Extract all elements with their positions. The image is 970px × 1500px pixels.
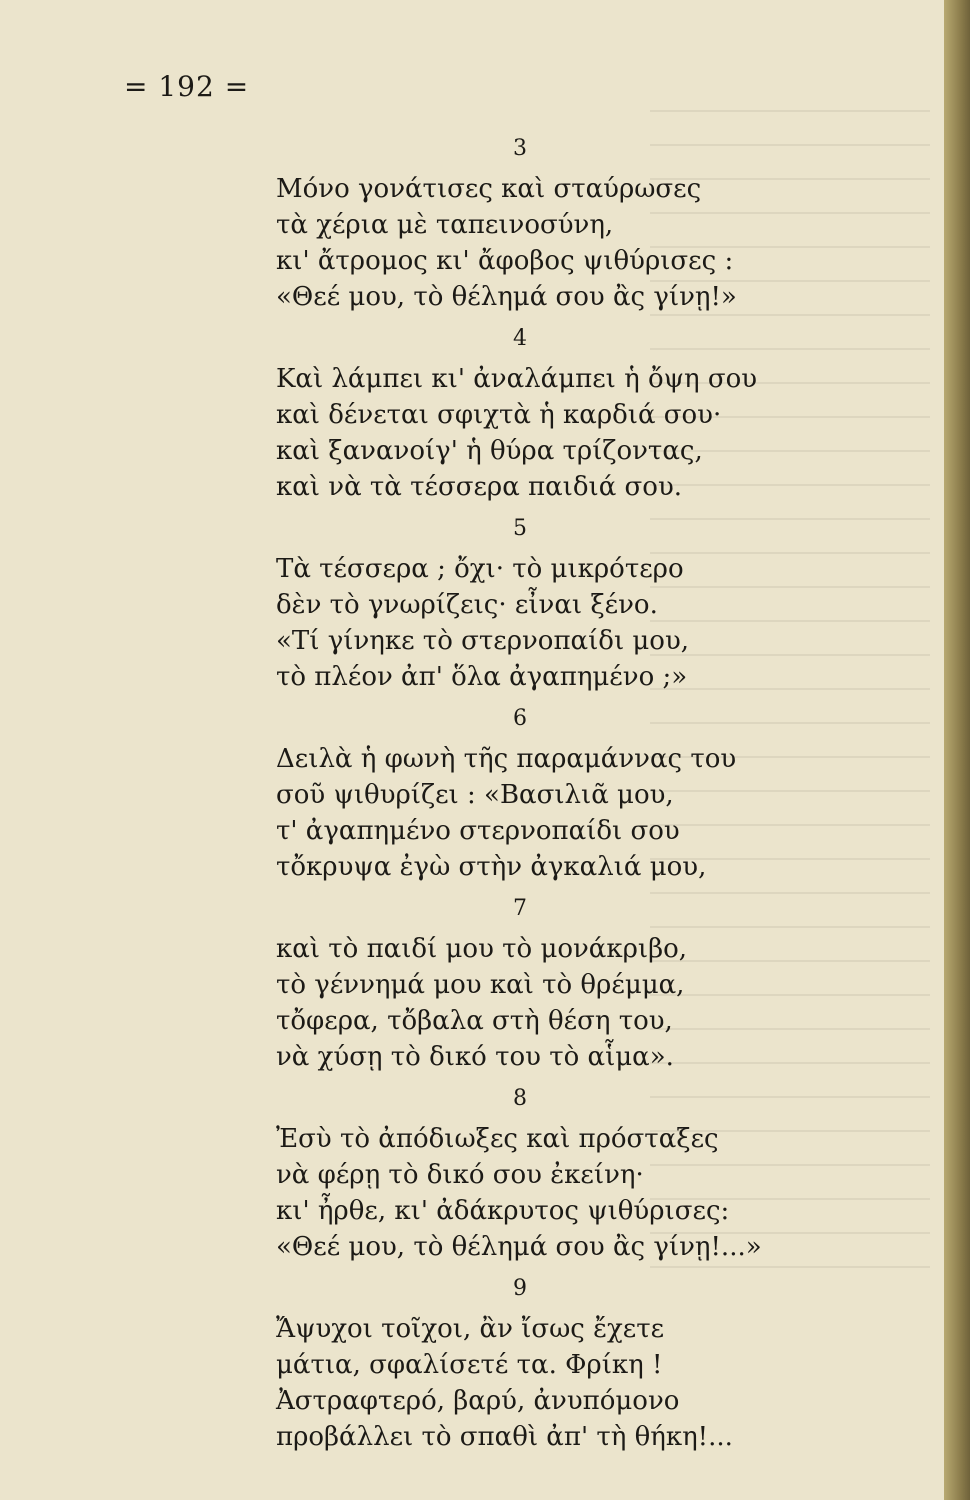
verse-line: σοῦ ψιθυρίζει : «Βασιλιᾶ μου, [276,780,674,810]
page-edge [944,0,970,1500]
verse-line: μάτια, σφαλίσετέ τα. Φρίκη ! [276,1350,663,1380]
verse-line: νὰ χύσῃ τὸ δικό του τὸ αἷμα». [276,1042,674,1072]
verse-line: Ἀστραφτερό, βαρύ, ἀνυπόμονο [276,1386,680,1416]
verse-line: τὄκρυψα ἐγὼ στὴν ἀγκαλιά μου, [276,852,707,882]
verse-line: καὶ ξανανοίγ' ἡ θύρα τρίζοντας, [276,436,703,466]
verse-line: «Τί γίνηκε τὸ στερνοπαίδι μου, [276,626,690,656]
verse-line: καὶ δένεται σφιχτὰ ἡ καρδιά σου· [276,400,722,430]
stanza-number: 5 [513,516,527,541]
verse-line: «Θεέ μου, τὸ θέλημά σου ἂς γίνῃ!» [276,282,737,312]
stanza-number: 4 [513,326,527,351]
verse-line: Μόνο γονάτισες καὶ σταύρωσες [276,174,702,204]
verse-line: κι' ἦρθε, κι' ἀδάκρυτος ψιθύρισες: [276,1196,730,1226]
verse-line: δὲν τὸ γνωρίζεις· εἶναι ξένο. [276,590,658,620]
verse-line: Δειλὰ ἡ φωνὴ τῆς παραμάννας του [276,744,737,774]
verse-line: Τὰ τέσσερα ; ὄχι· τὸ μικρότερο [276,554,684,584]
verse-line: τὰ χέρια μὲ ταπεινοσύνη, [276,210,614,240]
verse-line: Καὶ λάμπει κι' ἀναλάμπει ἡ ὄψη σου [276,364,758,394]
stanza-number: 9 [513,1276,527,1301]
verse-line: καὶ τὸ παιδί μου τὸ μονάκριβο, [276,934,688,964]
verse-line: «Θεέ μου, τὸ θέλημά σου ἂς γίνῃ!...» [276,1232,762,1262]
verse-line: κι' ἄτρομος κι' ἄφοβος ψιθύρισες : [276,246,734,276]
verse-line: Ἄψυχοι τοῖχοι, ἂν ἴσως ἔχετε [276,1314,665,1344]
verse-line: νὰ φέρῃ τὸ δικό σου ἐκείνη· [276,1160,644,1190]
verse-line: προβάλλει τὸ σπαθὶ ἀπ' τὴ θήκη!... [276,1422,733,1452]
verse-line: τὸ γέννημά μου καὶ τὸ θρέμμα, [276,970,685,1000]
verse-line: τὸ πλέον ἀπ' ὅλα ἀγαπημένο ;» [276,662,688,692]
stanza-number: 8 [513,1086,527,1111]
verse-line: Ἐσὺ τὸ ἀπόδιωξες καὶ πρόσταξες [276,1124,719,1154]
stanza-number: 3 [513,136,527,161]
stanza-number: 6 [513,706,527,731]
verse-line: τ' ἀγαπημένο στερνοπαίδι σου [276,816,680,846]
stanza-number: 7 [513,896,527,921]
page-number: = 192 = [124,70,250,103]
verse-line: καὶ νὰ τὰ τέσσερα παιδιά σου. [276,472,683,502]
verse-line: τὄφερα, τὄβαλα στὴ θέση του, [276,1006,673,1036]
